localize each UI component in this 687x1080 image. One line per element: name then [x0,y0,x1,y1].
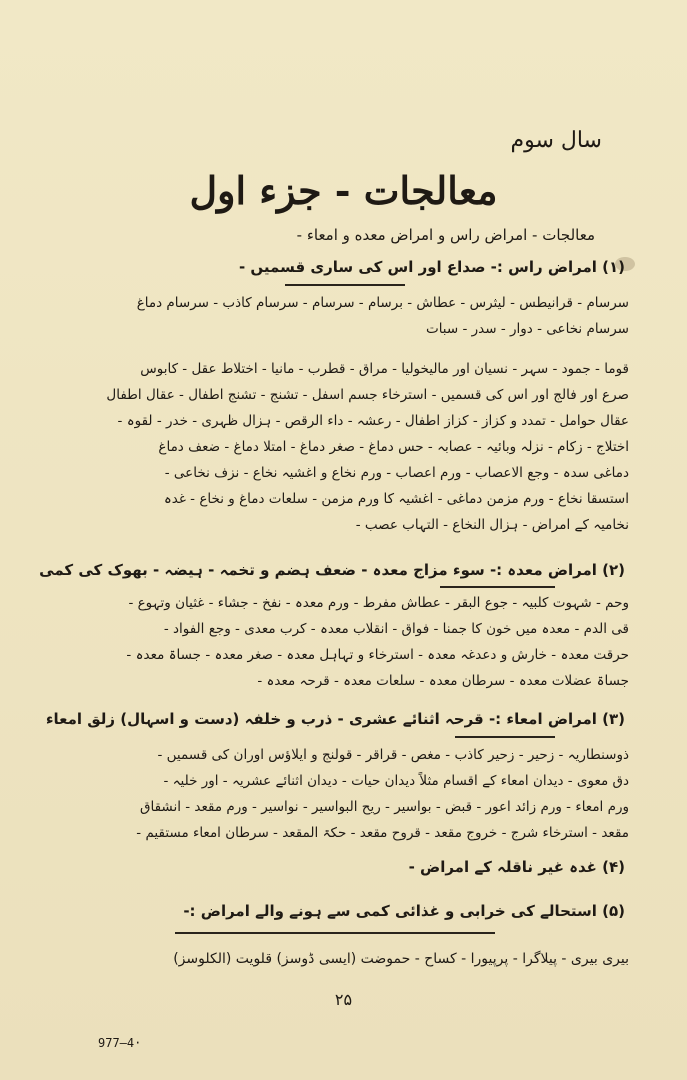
section-2-underline [440,586,555,588]
list-line: دماغی سدہ - وجع الاعصاب - ورم اعصاب - ورم نخاع و اغشیہ نخاع - نزف نخاعی - [164,465,629,481]
page-number: ۲۵ [334,990,353,1009]
section-5-list [44,946,629,972]
list-line: ذوسنطاریہ - زحیر - زحیر کاذب - مغص - قراقر - قولنج و ایلاؤس اوران کی قسمیں - [157,747,629,763]
list-line: اختلاج - زکام - نزلہ وبائیہ - عصابہ - حس دماغ - صغر دماغ - امتلا دماغ - ضعف دماغ [158,439,629,455]
list-line: قوما - جمود - سہر - نسیان اور مالیخولیا - مراق - قطرب - مانیا - اختلاط عقل - کابوس [140,361,629,377]
list-line: جساۃ عضلات معدہ - سرطان معدہ - سلعات معدہ - قرحہ معدہ - [257,673,629,689]
section-3-list [44,742,629,846]
list-line: استسقا نخاع - ورم مزمن دماغی - اغشیہ کا ورم مزمن - سلعات دماغ و نخاع - غدہ [163,491,629,507]
list-line: حرقت معدہ - خارش و دعدغہ معدہ - استرخاء و تہاہل معدہ - صغر معدہ - جساۃ معدہ - [126,647,629,663]
section-1-list-a [44,290,629,342]
section-4-heading: (۴) غدہ غیر ناقلہ کے امراض - [408,858,625,876]
list-line: صرع اور فالج اور اس کی قسمیں - استرخاء جسم اسفل - تشنج - تشنج اطفال - عقال اطفال [106,387,629,403]
section-1-underline [285,284,405,286]
section-5-underline [175,932,495,934]
section-1-list-b [44,356,629,538]
list-line: وحم - شہوت کلبیہ - جوع البقر - عطاش مفرط - ورم معدہ - نفخ - جشاء - غثیان وتہوع - [128,595,629,611]
section-2-list [44,590,629,694]
section-2-heading: (۲) امراض معدہ :- سوء مزاج معدہ - ضعف ہضم و تخمہ - ہیضہ - بھوک کی کمی [39,561,625,579]
list-line: عقال حوامل - تمدد و کزاز - کزاز اطفال - رعشہ - داء الرقص - ہزال ظہری - خدر - لقوہ - [117,413,629,429]
list-line: ورم امعاء - ورم زائد اعور - قبض - بواسیر - ریح البواسیر - نواسیر - ورم مقعد - انشقاق [139,799,629,815]
section-3-underline [455,736,555,738]
list-line: دق معوی - دیدان امعاء کے اقسام مثلاً دیدان حیات - دیدان اثنائے عشریہ - اور خلیہ - [163,773,629,789]
list-line: بیری بیری - پیلاگرا - پرپیورا - کساح - حموضت (ایسی ڈوسز) قلویت (الکلوسز) [173,951,629,967]
year-label: سال سوم [510,128,602,153]
print-code: 977—4· [98,1036,142,1050]
list-line: قی الدم - معدہ میں خون کا جمنا - فواق - انقلاب معدہ - کرب معدی - وجع الفواد - [163,621,629,637]
list-line: سرسام - قرانیطس - لیثرس - عطاش - برسام - سرسام - سرسام کاذب - سرسام دماغ [136,295,629,311]
section-3-heading: (۳) امراض امعاء :- قرحہ اثنائے عشری - ذرب و خلفہ (دست و اسہال) زلق امعاء [45,710,625,728]
list-line: مقعد - استرخاء شرج - خروج مقعد - قروح مقعد - حکۃ المقعد - سرطان امعاء مستقیم - [136,825,629,841]
list-line: سرسام نخاعی - دوار - سدر - سبات [425,321,629,337]
page-subtitle: معالجات - امراض راس و امراض معده و امعاء - [296,226,595,244]
page-title: معالجات - جزء اول [189,168,498,213]
section-1-heading: (۱) امراض راس :- صداع اور اس کی ساری قسمیں - [238,258,625,276]
section-5-heading: (۵) استحالے کی خرابی و غذائی کمی سے ہونے والے امراض :- [183,902,625,920]
list-line: نخامیہ کے امراض - ہزال النخاع - التہاب عصب - [355,517,629,533]
